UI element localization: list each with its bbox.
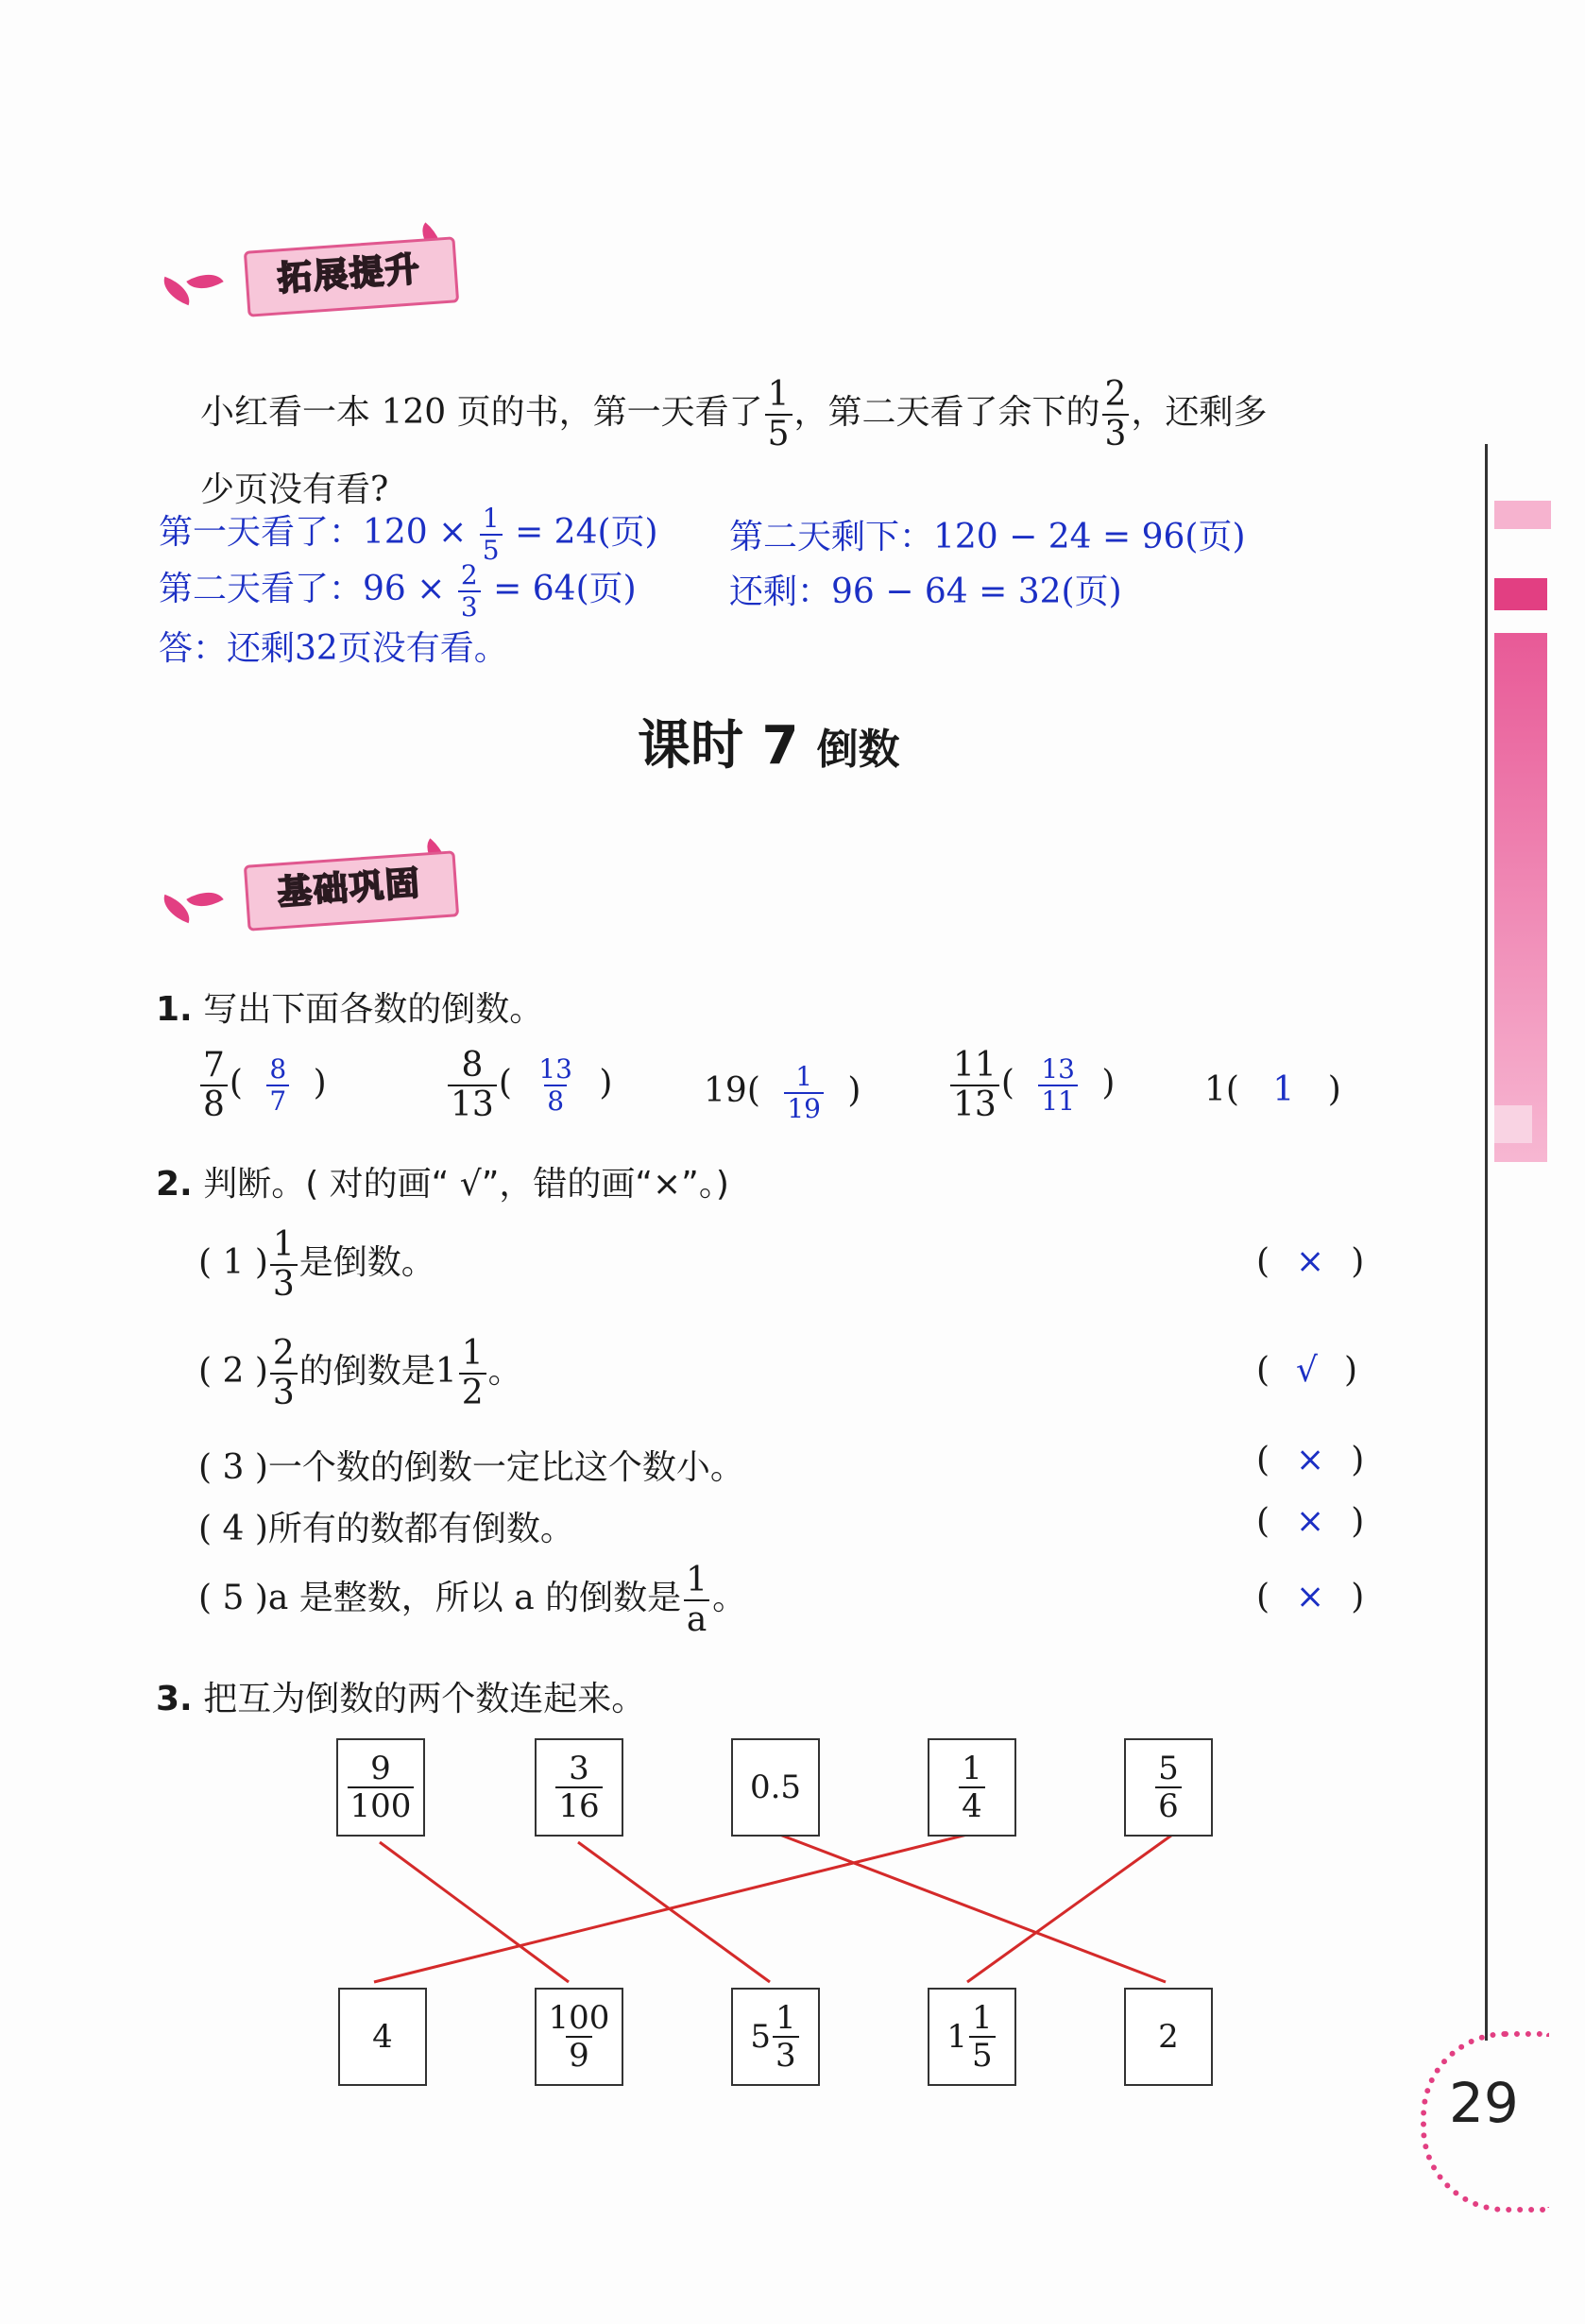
q2-statement: ( 3 )一个数的倒数一定比这个数小。 <box>198 1448 744 1487</box>
top-box: $\frac{3}{16}$ <box>535 1738 623 1837</box>
q1-heading: 1. 写出下面各数的倒数。 <box>156 990 544 1029</box>
q2-heading: 2. 判断。( 对的画“ √”，错的画“×”。) <box>156 1165 729 1204</box>
q2-statement: ( 2 ) $\frac{2}{3}$ 的倒数是1 $\frac{1}{2}$ 。 <box>198 1334 522 1412</box>
extension-badge-label: 拓展提升 <box>276 249 423 299</box>
match-line <box>770 1831 1166 1982</box>
top-box: $\frac{9}{100}$ <box>336 1738 425 1837</box>
q2-statement: ( 4 )所有的数都有倒数。 <box>198 1510 574 1548</box>
page-number: 29 <box>1449 2071 1519 2135</box>
bottom-box: 1 $\frac{1}{5}$ <box>928 1988 1016 2086</box>
answer-left: 还剩：96 − 64 = 32(页) <box>729 572 1122 611</box>
extension-problem-line2: 少页没有看? <box>200 470 389 509</box>
q2-answer: ( √ ) <box>1256 1351 1358 1390</box>
bottom-box: $\frac{100}{9}$ <box>535 1988 623 2086</box>
answer-day2: 第二天看了：96 × $\frac{2}{3}$ = 64(页) <box>159 559 637 623</box>
match-line <box>578 1842 770 1982</box>
q2-answer: ( × ) <box>1256 1441 1365 1479</box>
q1-item: $\frac{7}{8}$ ( $\frac{8}{7}$ ) <box>198 1049 327 1122</box>
q1-item: $\frac{11}{13}$ ( $\frac{13}{11}$ ) <box>948 1049 1115 1122</box>
top-box: $\frac{1}{4}$ <box>928 1738 1016 1837</box>
q1-item: 19( $\frac{1}{19}$ ) <box>704 1061 861 1124</box>
answer-final: 答：还剩32页没有看。 <box>159 629 508 668</box>
q1-item: 1( 1 ) <box>1204 1070 1341 1109</box>
answer-remaining: 第二天剩下：120 − 24 = 96(页) <box>729 518 1246 556</box>
lesson-title: 课时 7 倒数 <box>638 715 900 777</box>
bottom-box: 4 <box>338 1988 427 2086</box>
q3-heading: 3. 把互为倒数的两个数连起来。 <box>156 1680 646 1718</box>
match-line <box>374 1833 975 1982</box>
basic-badge-label: 基础巩固 <box>276 863 423 914</box>
extension-problem: 小红看一本 120 页的书，第一天看了 $\frac{1}{5}$ ，第二天看了余下的 $\frac{2}{3}$ ，还剩多 <box>200 375 1268 453</box>
q2-answer: ( × ) <box>1256 1242 1365 1281</box>
match-line <box>967 1833 1175 1982</box>
top-box: $\frac{5}{6}$ <box>1124 1738 1213 1837</box>
bottom-box: 5 $\frac{1}{3}$ <box>731 1988 820 2086</box>
q2-statement: ( 1 ) $\frac{1}{3}$ 是倒数。 <box>198 1225 435 1304</box>
q2-statement: ( 5 )a 是整数，所以 a 的倒数是 $\frac{1}{a}$ 。 <box>198 1561 747 1639</box>
bottom-box: 2 <box>1124 1988 1213 2086</box>
q2-answer: ( × ) <box>1256 1578 1365 1616</box>
match-line <box>380 1842 569 1982</box>
answer-day1: 第一天看了：120 × $\frac{1}{5}$ = 24(页) <box>159 503 658 566</box>
q2-answer: ( × ) <box>1256 1502 1365 1541</box>
q1-item: $\frac{8}{13}$ ( $\frac{13}{8}$ ) <box>446 1049 612 1122</box>
top-box: 0.5 <box>731 1738 820 1837</box>
